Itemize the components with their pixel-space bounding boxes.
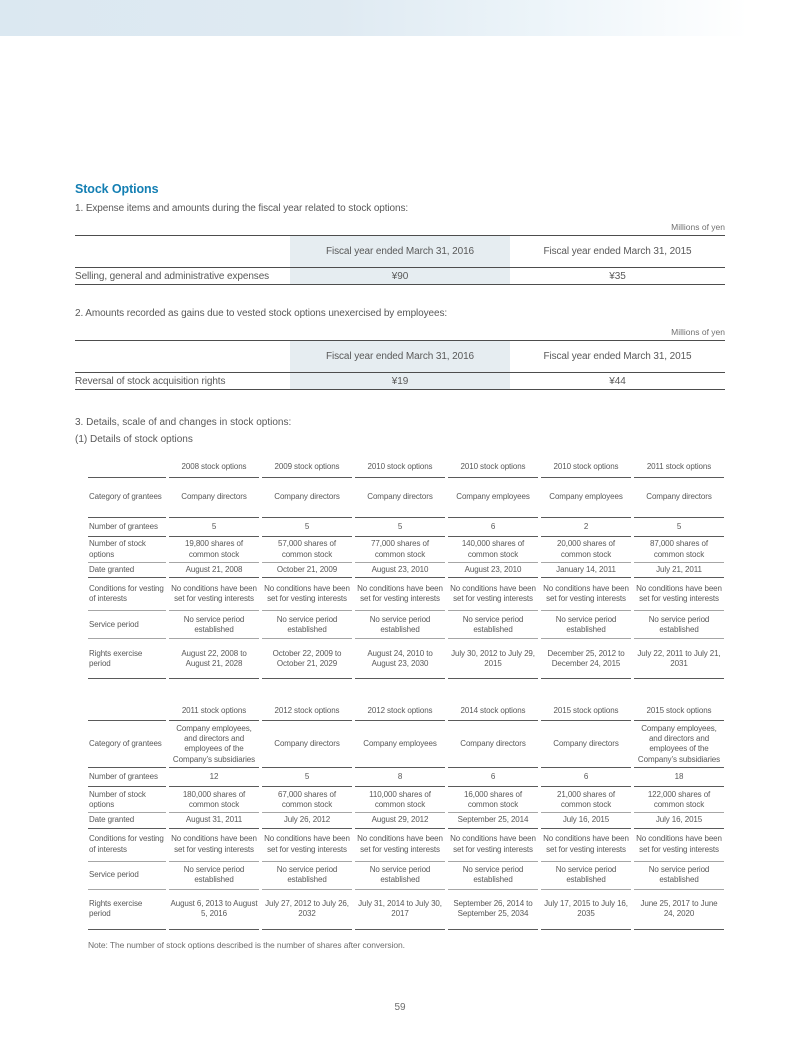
table-cell: July 30, 2012 to July 29, 2015 (448, 639, 538, 679)
row-label: Category of grantees (88, 721, 166, 768)
table-cell: August 23, 2010 (355, 563, 445, 578)
table-cell: 6 (541, 768, 631, 787)
details-table-1 (85, 458, 727, 679)
row-label: Date granted (88, 563, 166, 578)
table-cell: 21,000 shares of common stock (541, 787, 631, 813)
table-cell: Company directors (448, 721, 538, 768)
table-row (75, 373, 725, 390)
table-cell: Company employees (541, 478, 631, 518)
table-row (88, 721, 724, 768)
table-cell: 16,000 shares of common stock (448, 787, 538, 813)
table-cell: No conditions have been set for vesting interests (541, 829, 631, 862)
expense-table-header-row (75, 236, 725, 268)
table-cell: July 16, 2015 (541, 813, 631, 828)
table-cell: July 21, 2011 (634, 563, 724, 578)
table-cell: No service period established (634, 611, 724, 639)
table-cell: July 22, 2011 to July 21, 2031 (634, 639, 724, 679)
table-cell: June 25, 2017 to June 24, 2020 (634, 890, 724, 930)
table-row (88, 639, 724, 679)
table-cell: No conditions have been set for vesting interests (169, 578, 259, 611)
details-subheading: (1) Details of stock options (75, 434, 193, 445)
table-cell: No conditions have been set for vesting interests (169, 829, 259, 862)
table-cell: Company employees (355, 721, 445, 768)
details2-header-row (88, 701, 724, 721)
table-row (88, 829, 724, 862)
table-cell: No service period established (448, 862, 538, 890)
column-header: 2010 stock options (541, 458, 631, 478)
expense-unit-label: Millions of yen (671, 222, 725, 232)
table-row (75, 268, 725, 285)
table-cell: 20,000 shares of common stock (541, 537, 631, 563)
expense-intro: 1. Expense items and amounts during the fiscal year related to stock options: (75, 203, 409, 214)
gains-table-header-row (75, 341, 725, 373)
table-cell: 18 (634, 768, 724, 787)
table-cell: 12 (169, 768, 259, 787)
table-cell: 110,000 shares of common stock (355, 787, 445, 813)
row-label: Number of grantees (88, 768, 166, 787)
table-cell: No service period established (262, 611, 352, 639)
table-cell: No service period established (448, 611, 538, 639)
table-cell: 8 (355, 768, 445, 787)
row-label: Category of grantees (88, 478, 166, 518)
row-label: Number of stock options (88, 787, 166, 813)
column-header: 2009 stock options (262, 458, 352, 478)
table-cell: August 23, 2010 (448, 563, 538, 578)
table-cell: 19,800 shares of common stock (169, 537, 259, 563)
table-cell: 5 (634, 518, 724, 537)
table-cell: August 31, 2011 (169, 813, 259, 828)
table-row (88, 768, 724, 787)
table-cell: No conditions have been set for vesting interests (634, 578, 724, 611)
column-header: 2011 stock options (169, 701, 259, 721)
table-row (88, 611, 724, 639)
column-header: 2011 stock options (634, 458, 724, 478)
column-header-fy2016: Fiscal year ended March 31, 2016 (290, 236, 510, 268)
row-label: Service period (88, 862, 166, 890)
table-cell: Company employees, and directors and employees of the Company’s subsidiaries (169, 721, 259, 768)
row-label: Number of grantees (88, 518, 166, 537)
details1-header-row (88, 458, 724, 478)
table-cell: September 26, 2014 to September 25, 2034 (448, 890, 538, 930)
row-label: Reversal of stock acquisition rights (75, 375, 226, 387)
table-cell: July 27, 2012 to July 26, 2032 (262, 890, 352, 930)
table-cell: 140,000 shares of common stock (448, 537, 538, 563)
table-cell: Company directors (541, 721, 631, 768)
table-cell: December 25, 2012 to December 24, 2015 (541, 639, 631, 679)
column-header: 2012 stock options (262, 701, 352, 721)
table-row (88, 862, 724, 890)
empty-header-cell (88, 701, 166, 721)
row-label: Rights exercise period (88, 890, 166, 930)
gains-value-fy2016: ¥19 (290, 373, 510, 390)
table-cell: No conditions have been set for vesting interests (355, 829, 445, 862)
gains-value-fy2015: ¥44 (609, 375, 626, 387)
empty-header-cell (88, 458, 166, 478)
column-header-fy2015: Fiscal year ended March 31, 2015 (510, 341, 725, 373)
table-cell: 6 (448, 518, 538, 537)
gains-unit-label: Millions of yen (671, 327, 725, 337)
table-cell: No service period established (262, 862, 352, 890)
table-cell: 5 (169, 518, 259, 537)
table-cell: No conditions have been set for vesting interests (262, 829, 352, 862)
table-cell: No service period established (169, 862, 259, 890)
table-cell: August 21, 2008 (169, 563, 259, 578)
table-cell: August 29, 2012 (355, 813, 445, 828)
table-cell: August 6, 2013 to August 5, 2016 (169, 890, 259, 930)
table-row (88, 787, 724, 813)
table-row (88, 578, 724, 611)
gains-intro: 2. Amounts recorded as gains due to vested stock options unexercised by employees: (75, 308, 448, 319)
row-label: Service period (88, 611, 166, 639)
table-cell: Company employees, and directors and employees of the Company’s subsidiaries (634, 721, 724, 768)
table-cell: January 14, 2011 (541, 563, 631, 578)
table-cell: July 31, 2014 to July 30, 2017 (355, 890, 445, 930)
empty-header-cell (75, 341, 290, 373)
column-header-fy2015: Fiscal year ended March 31, 2015 (510, 236, 725, 268)
table-cell: No service period established (169, 611, 259, 639)
table-cell: July 16, 2015 (634, 813, 724, 828)
gains-table (75, 340, 725, 390)
table-cell: No service period established (634, 862, 724, 890)
table-cell: Company directors (262, 478, 352, 518)
table-cell: 77,000 shares of common stock (355, 537, 445, 563)
table-row (88, 478, 724, 518)
row-label: Conditions for vesting of interests (88, 578, 166, 611)
table-cell: 87,000 shares of common stock (634, 537, 724, 563)
note-text: Note: The number of stock options described is the number of shares after conversion. (88, 939, 405, 950)
expense-value-fy2016: ¥90 (290, 268, 510, 285)
table-cell: 2 (541, 518, 631, 537)
table-row (88, 563, 724, 578)
empty-header-cell (75, 236, 290, 268)
table-cell: 180,000 shares of common stock (169, 787, 259, 813)
table-cell: No conditions have been set for vesting interests (541, 578, 631, 611)
column-header: 2012 stock options (355, 701, 445, 721)
page-number: 59 (394, 1002, 406, 1013)
table-cell: September 25, 2014 (448, 813, 538, 828)
table-cell: No service period established (541, 611, 631, 639)
table-row (88, 518, 724, 537)
column-header: 2014 stock options (448, 701, 538, 721)
table-row (88, 537, 724, 563)
table-cell: July 26, 2012 (262, 813, 352, 828)
table-cell: No service period established (541, 862, 631, 890)
details-table-2 (85, 701, 727, 929)
row-label: Conditions for vesting of interests (88, 829, 166, 862)
column-header: 2010 stock options (448, 458, 538, 478)
expense-table (75, 235, 725, 285)
table-cell: No conditions have been set for vesting interests (262, 578, 352, 611)
row-label: Rights exercise period (88, 639, 166, 679)
row-label: Date granted (88, 813, 166, 828)
table-cell: No service period established (355, 611, 445, 639)
table-cell: 5 (262, 768, 352, 787)
table-cell: No conditions have been set for vesting interests (634, 829, 724, 862)
table-cell: 122,000 shares of common stock (634, 787, 724, 813)
table-row (88, 813, 724, 828)
table-cell: 5 (262, 518, 352, 537)
table-cell: August 24, 2010 to August 23, 2030 (355, 639, 445, 679)
details-heading: 3. Details, scale of and changes in stock options: (75, 417, 292, 428)
table-cell: Company directors (169, 478, 259, 518)
table-cell: 5 (355, 518, 445, 537)
column-header: 2015 stock options (541, 701, 631, 721)
table-cell: Company employees (448, 478, 538, 518)
section-title: Stock Options (75, 182, 159, 196)
table-cell: No conditions have been set for vesting interests (355, 578, 445, 611)
column-header-fy2016: Fiscal year ended March 31, 2016 (290, 341, 510, 373)
expense-value-fy2015: ¥35 (609, 270, 626, 282)
table-cell: No conditions have been set for vesting interests (448, 829, 538, 862)
table-cell: Company directors (355, 478, 445, 518)
table-cell: 6 (448, 768, 538, 787)
table-cell: October 22, 2009 to October 21, 2029 (262, 639, 352, 679)
table-cell: August 22, 2008 to August 21, 2028 (169, 639, 259, 679)
row-label: Selling, general and administrative expenses (75, 270, 270, 282)
table-cell: Company directors (634, 478, 724, 518)
row-label: Number of stock options (88, 537, 166, 563)
table-cell: 57,000 shares of common stock (262, 537, 352, 563)
table-cell: October 21, 2009 (262, 563, 352, 578)
column-header: 2010 stock options (355, 458, 445, 478)
table-cell: No conditions have been set for vesting interests (448, 578, 538, 611)
table-cell: 67,000 shares of common stock (262, 787, 352, 813)
table-row (88, 890, 724, 930)
table-cell: No service period established (355, 862, 445, 890)
column-header: 2008 stock options (169, 458, 259, 478)
table-cell: July 17, 2015 to July 16, 2035 (541, 890, 631, 930)
table-cell: Company directors (262, 721, 352, 768)
column-header: 2015 stock options (634, 701, 724, 721)
